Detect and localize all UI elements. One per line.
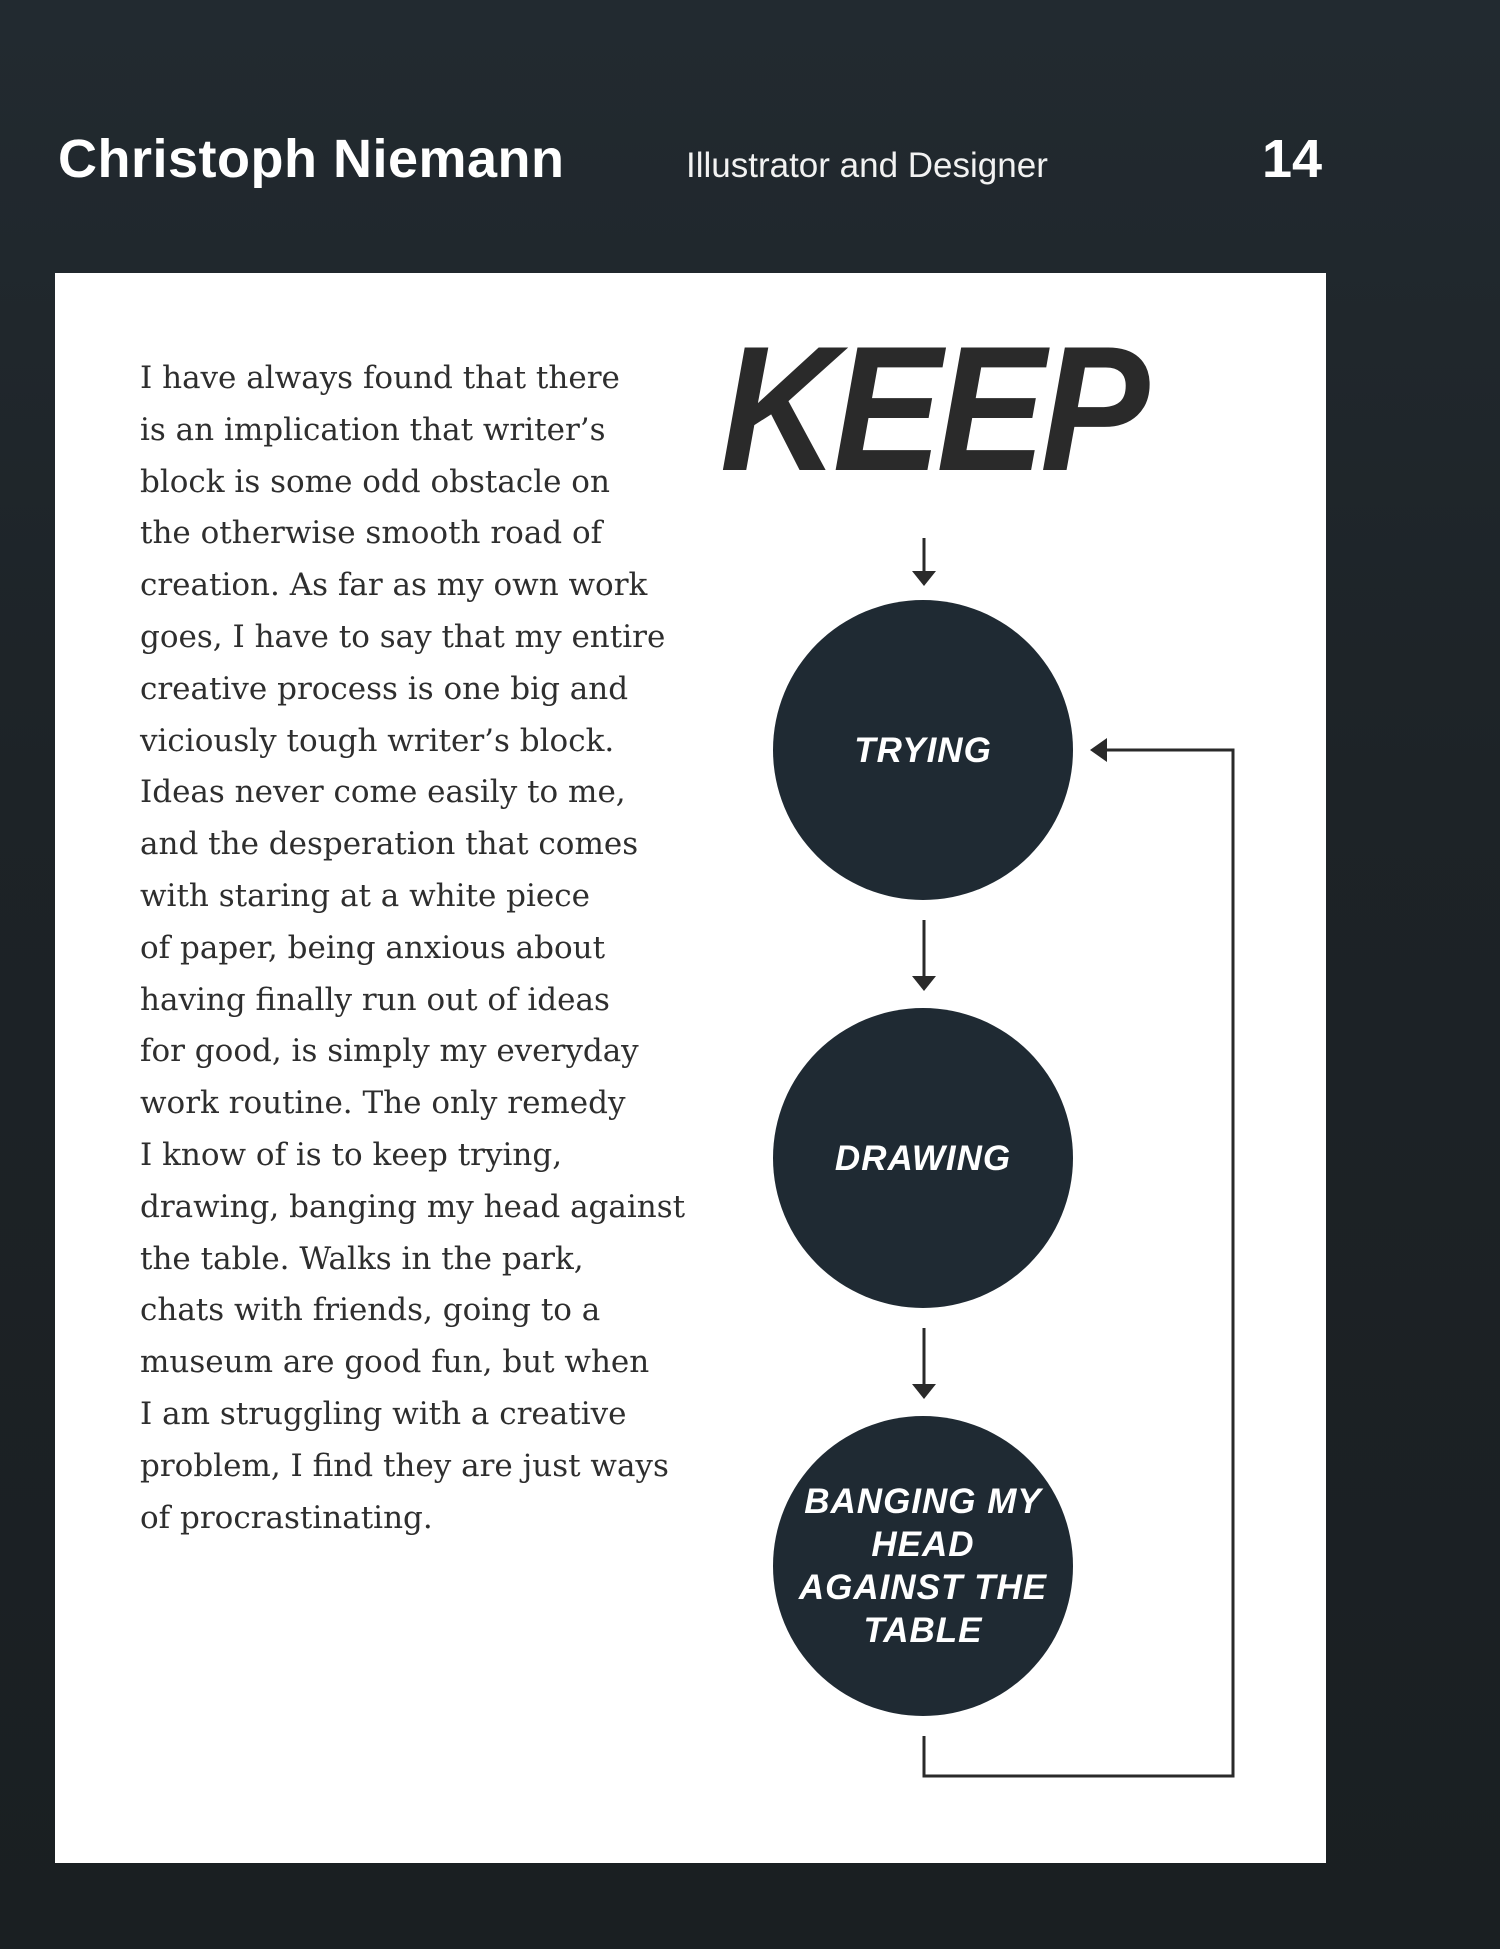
body-line: is an implication that writer’s [140,411,606,448]
body-line: of procrastinating. [140,1499,433,1536]
body-line: creation. As far as my own work [140,567,648,604]
content-card [55,273,1326,1863]
arrow-head-down-icon [912,976,936,991]
arrow-head-down-icon [912,1384,936,1399]
body-line: I am struggling with a creative [140,1395,627,1432]
node-label: BANGING MY HEAD AGAINST THE TABLE [798,1482,1048,1650]
body-line: having finally run out of ideas [140,981,610,1018]
diagram-title: KEEP [720,309,1144,508]
node-drawing [773,1008,1073,1308]
node-label: TRYING [854,730,992,770]
flow-connectors [55,273,1326,1863]
arrow-head-down-icon [912,571,936,586]
node-label: DRAWING [834,1138,1012,1178]
body-line: the table. Walks in the park, [140,1240,584,1277]
body-line: work routine. The only remedy [140,1085,626,1122]
body-line: the otherwise smooth road of [140,515,603,552]
node-banging [773,1416,1073,1716]
arrow-head-left-icon [1090,738,1107,762]
page-number: 14 [1262,129,1323,189]
author-role: Illustrator and Designer [686,146,1048,185]
author-name: Christoph Niemann [58,129,565,189]
body-line: block is some odd obstacle on [140,463,610,500]
body-line: chats with friends, going to a [140,1292,601,1329]
body-line: of paper, being anxious about [140,929,606,966]
body-line: for good, is simply my everyday [140,1033,639,1070]
body-line: viciously tough writer’s block. [140,722,615,759]
body-line: with staring at a white piece [140,877,590,914]
body-line: problem, I find they are just ways [140,1447,669,1484]
body-line: I know of is to keep trying, [140,1136,563,1173]
node-trying [773,600,1073,900]
body-line: goes, I have to say that my entire [140,618,666,655]
body-line: and the desperation that comes [140,826,639,863]
body-line: Ideas never come easily to me, [140,774,626,811]
body-line: museum are good fun, but when [140,1344,650,1381]
body-line: drawing, banging my head against [140,1188,686,1225]
body-line: I have always found that there [140,360,620,396]
body-line: creative process is one big and [140,670,629,707]
